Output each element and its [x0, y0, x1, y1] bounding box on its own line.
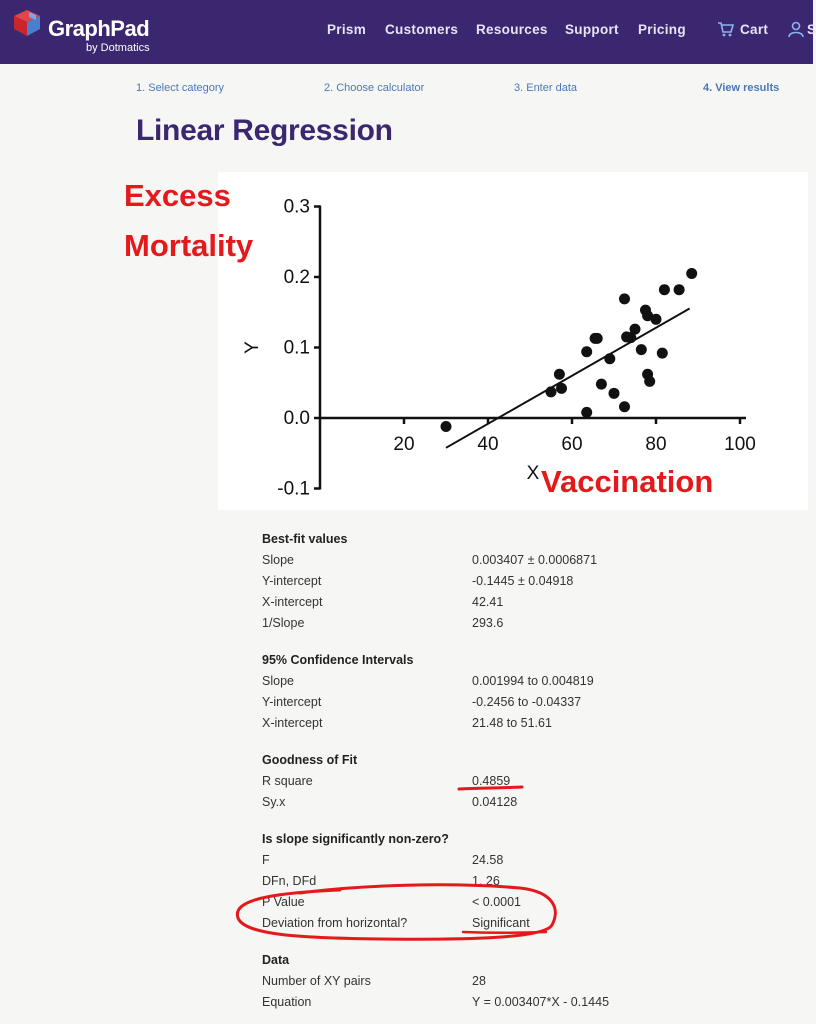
section-title-confidence-intervals: 95% Confidence Intervals [262, 653, 414, 667]
x-tick-label: 100 [724, 434, 756, 455]
nav-item-resources[interactable]: Resources [476, 22, 548, 37]
annotation-vaccination: Vaccination [541, 464, 714, 499]
x-tick-label: 40 [477, 434, 499, 455]
data-point [651, 314, 662, 325]
row-label: Slope [262, 553, 294, 567]
annotation-excess: Excess [124, 178, 231, 213]
row-value: 293.6 [472, 616, 504, 630]
data-point [554, 369, 565, 380]
row-label: Y-intercept [262, 574, 322, 588]
row-label: F [262, 853, 270, 867]
y-axis-title: Y [242, 341, 263, 354]
row-label: R square [262, 774, 313, 788]
sign-in-link[interactable]: S [807, 22, 816, 37]
significance-value: Significant [472, 916, 530, 930]
user-icon[interactable] [787, 20, 805, 38]
row-label: P Value [262, 895, 305, 909]
row-label: Equation [262, 995, 312, 1009]
cube-logo-icon [12, 8, 42, 38]
data-point [686, 268, 697, 279]
row-value: 0.003407 ± 0.0006871 [472, 553, 598, 567]
row-value: 1, 26 [472, 874, 500, 888]
x-tick-label: 20 [393, 434, 415, 455]
data-point [609, 388, 620, 399]
row-value: 42.41 [472, 595, 504, 609]
data-point [657, 348, 668, 359]
data-point [630, 324, 641, 335]
section-title-data: Data [262, 953, 290, 967]
equation-value: Y = 0.003407*X - 0.1445 [472, 995, 610, 1009]
page-title: Linear Regression [136, 114, 393, 147]
step-enter-data[interactable]: 3. Enter data [514, 82, 577, 94]
top-nav-bar [0, 0, 816, 64]
row-label: Y-intercept [262, 695, 322, 709]
nav-item-customers[interactable]: Customers [385, 22, 459, 37]
row-value: 21.48 to 51.61 [472, 716, 552, 730]
r-square-value: 0.4859 [472, 774, 511, 788]
x-tick-label: 60 [561, 434, 583, 455]
y-tick-label: 0.3 [283, 196, 310, 218]
data-point [619, 401, 630, 412]
row-label: Deviation from horizontal? [262, 916, 408, 930]
step-choose-calculator[interactable]: 2. Choose calculator [324, 82, 425, 94]
data-point [546, 386, 557, 397]
data-point [619, 293, 630, 304]
row-label: DFn, DFd [262, 874, 317, 888]
x-tick-label: 80 [645, 434, 667, 455]
row-label: Slope [262, 674, 294, 688]
section-title-best-fit: Best-fit values [262, 532, 348, 546]
nav-item-pricing[interactable]: Pricing [638, 22, 686, 37]
step-view-results[interactable]: 4. View results [703, 82, 780, 94]
p-value: < 0.0001 [472, 895, 522, 909]
data-point [659, 284, 670, 295]
row-value: 24.58 [472, 853, 504, 867]
data-point [592, 333, 603, 344]
row-value: 0.001994 to 0.004819 [472, 674, 594, 688]
significant-underline [463, 932, 546, 933]
nav-item-support[interactable]: Support [565, 22, 619, 37]
data-point [604, 353, 615, 364]
row-value: 0.04128 [472, 795, 518, 809]
data-point [644, 376, 655, 387]
data-point [596, 379, 607, 390]
cart-icon[interactable] [717, 20, 735, 38]
section-title-slope-nonzero: Is slope significantly non-zero? [262, 832, 449, 846]
nav-item-prism[interactable]: Prism [327, 22, 367, 37]
row-label: Number of XY pairs [262, 974, 371, 988]
y-tick-label: -0.1 [277, 478, 310, 500]
row-value: 28 [472, 974, 486, 988]
p-value-circle [237, 885, 555, 939]
row-label: Sy.x [262, 795, 286, 809]
y-tick-label: 0.0 [283, 408, 310, 429]
chart-panel [218, 172, 808, 510]
row-label: X-intercept [262, 716, 323, 730]
brand-subtitle: by Dotmatics [86, 42, 150, 54]
data-point [674, 284, 685, 295]
data-point [441, 421, 452, 432]
data-point [556, 383, 567, 394]
row-value: -0.1445 ± 0.04918 [472, 574, 574, 588]
scatter-chart [218, 172, 808, 510]
y-tick-label: 0.2 [283, 267, 310, 288]
data-point [581, 407, 592, 418]
step-select-category[interactable]: 1. Select category [136, 82, 225, 94]
cart-link[interactable]: Cart [740, 22, 769, 37]
data-point [581, 346, 592, 357]
section-title-goodness-of-fit: Goodness of Fit [262, 753, 358, 767]
row-label: 1/Slope [262, 616, 305, 630]
graphpad-logo[interactable] [10, 6, 150, 58]
brand-name: GraphPad [48, 16, 150, 41]
annotation-mortality: Mortality [124, 228, 254, 263]
row-value: -0.2456 to -0.04337 [472, 695, 582, 709]
x-axis-title: X [526, 463, 540, 484]
y-tick-label: 0.1 [283, 337, 310, 359]
data-point [636, 344, 647, 355]
row-label: X-intercept [262, 595, 323, 609]
